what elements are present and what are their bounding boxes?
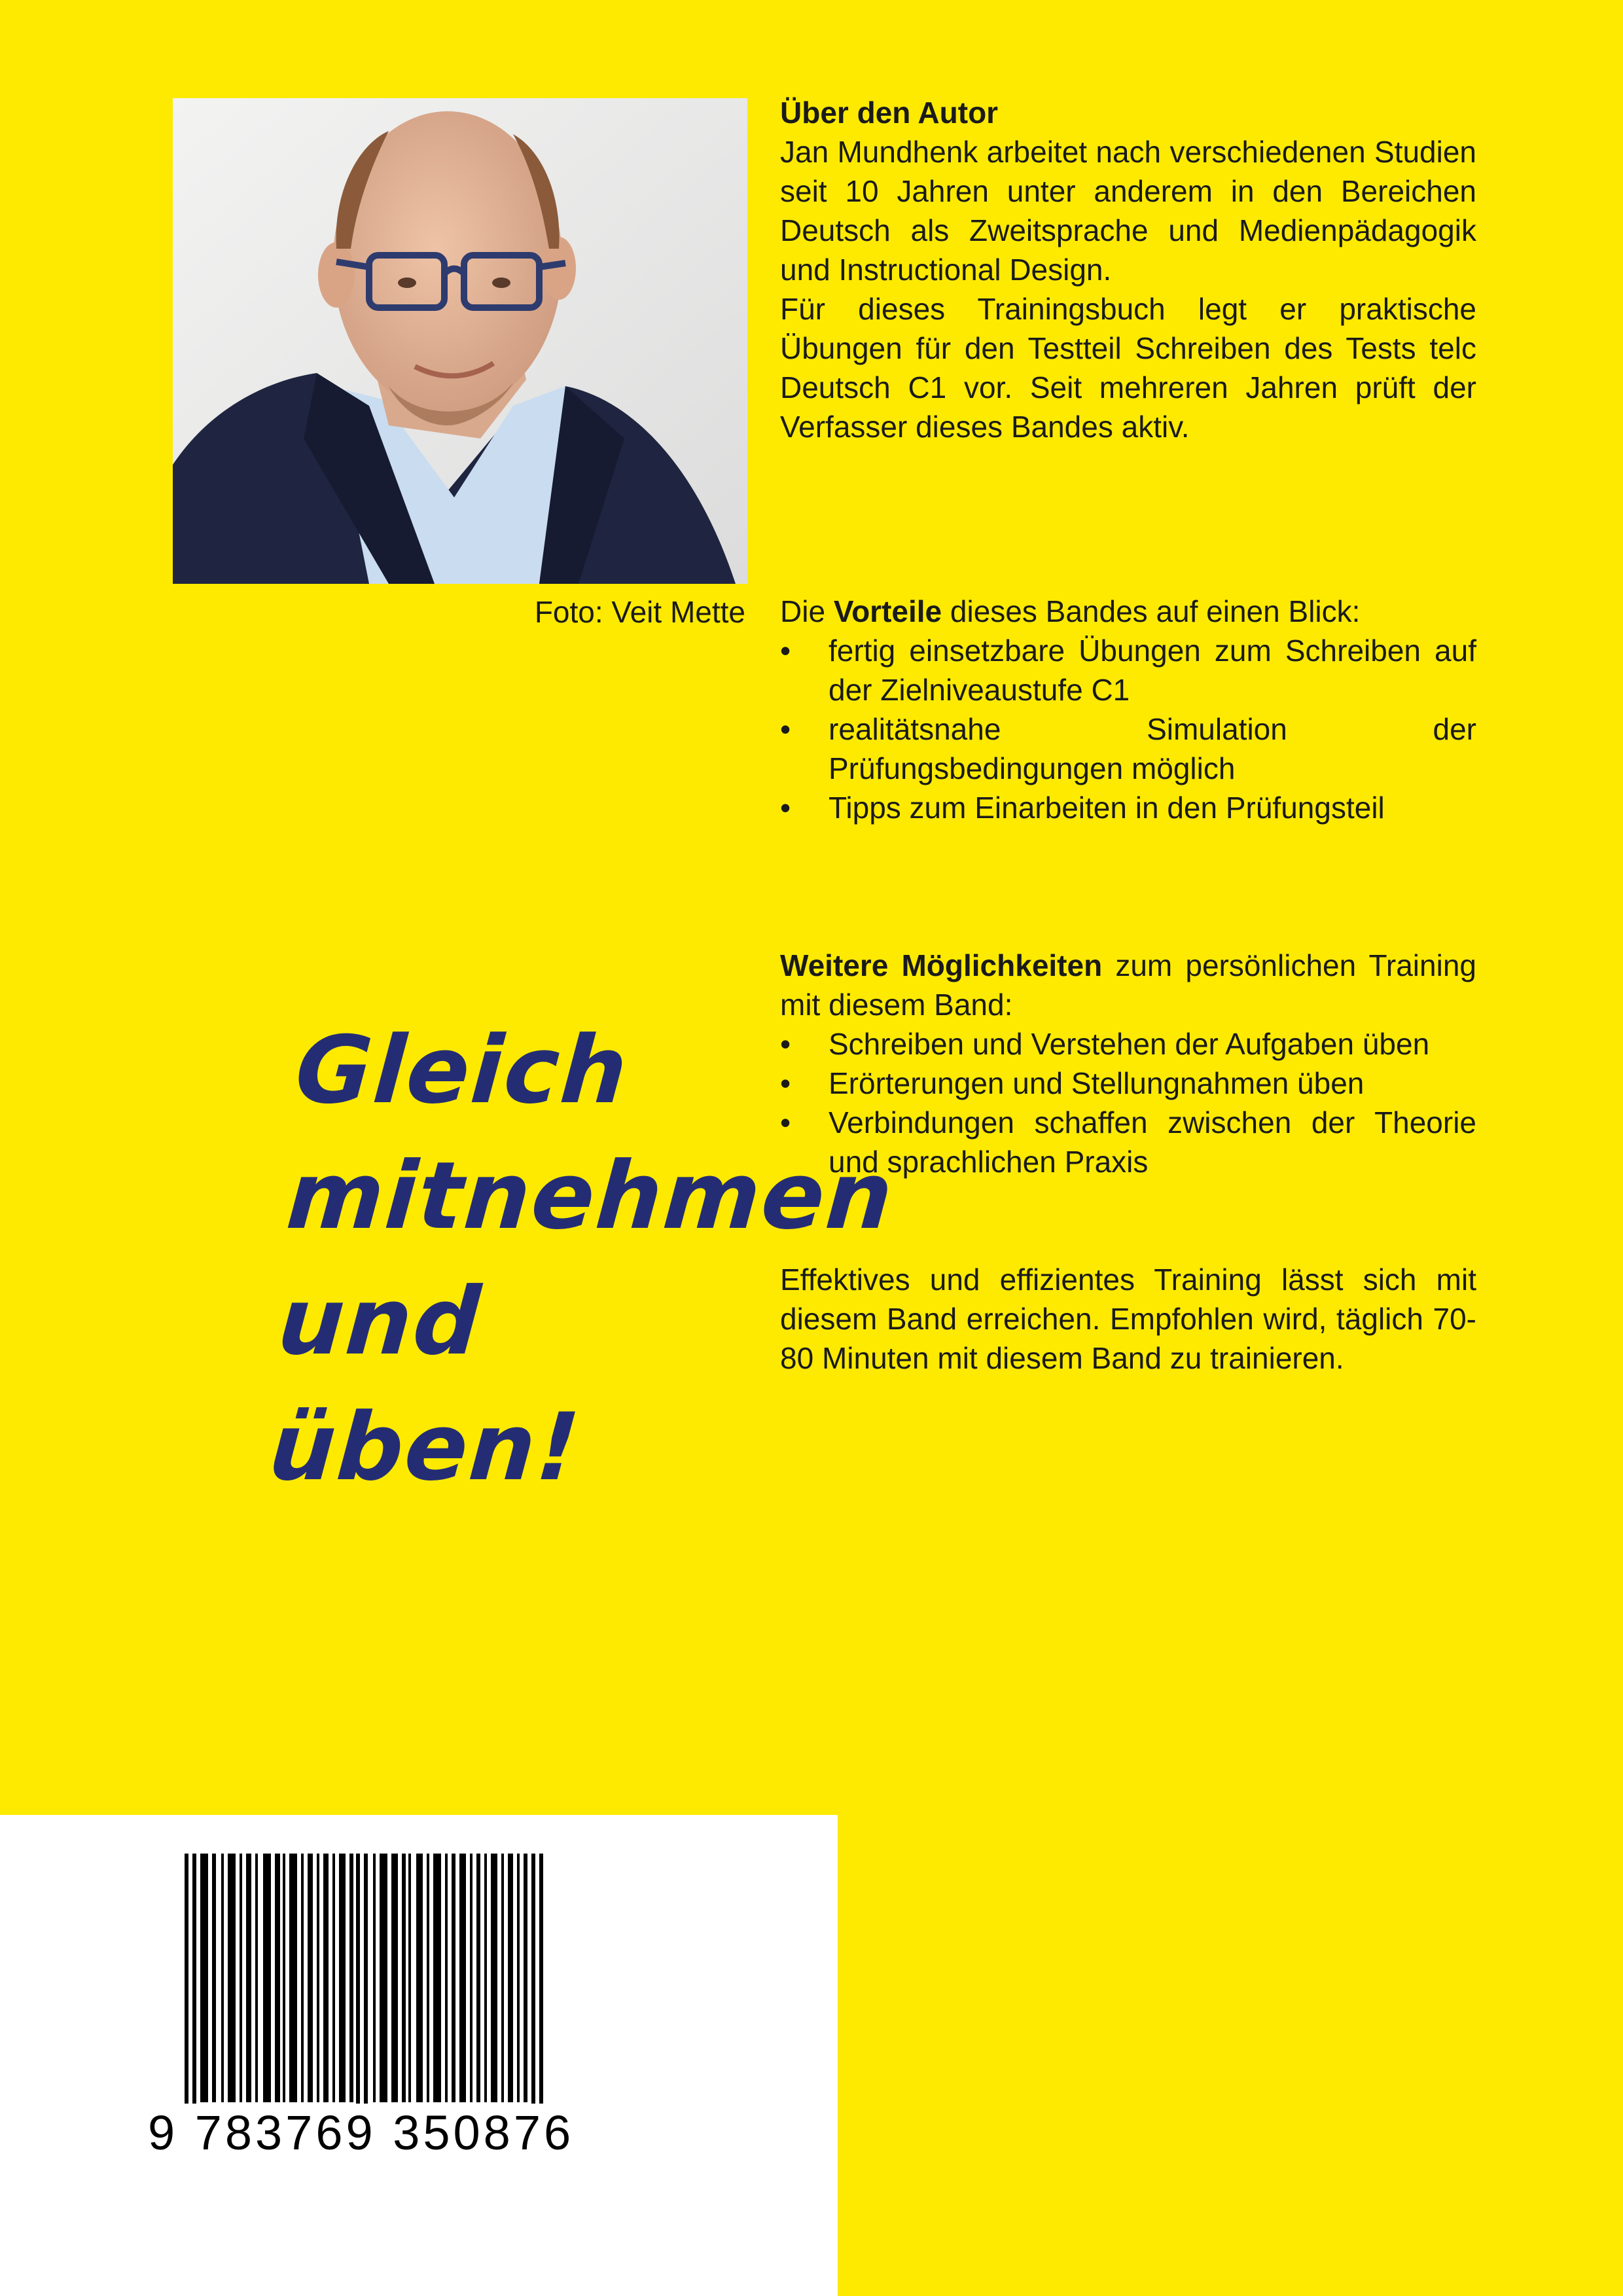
photo-caption: Foto: Veit Mette bbox=[534, 595, 745, 629]
more-options-item-text: Schreiben und Verstehen der Aufgaben üben bbox=[829, 1027, 1430, 1061]
advantages-intro bbox=[780, 592, 1476, 631]
ear-left bbox=[318, 242, 355, 308]
closing-text: Effektives und effizientes Training lässt sich mit diesem Band erreichen. Empfohlen wird, täglich 70-80 Minuten mit diesem Band zu trainieren. bbox=[780, 1263, 1476, 1375]
advantages-intro-bold: Vorteile bbox=[833, 594, 942, 628]
more-options-item-text: Verbindungen schaffen zwischen der Theorie und sprachlichen Praxis bbox=[829, 1105, 1476, 1179]
bullet-icon: • bbox=[780, 1105, 791, 1139]
more-options-intro-suffix: zum persönlichen Training mit diesem Band: bbox=[780, 948, 1476, 1022]
list-item bbox=[780, 1064, 1476, 1103]
bullet-icon: • bbox=[780, 1027, 791, 1061]
bullet-icon: • bbox=[780, 712, 791, 746]
slogan bbox=[265, 1008, 897, 1511]
list-item bbox=[780, 1024, 1476, 1064]
author-portrait-illustration bbox=[173, 98, 747, 584]
slogan-line-3: und üben! bbox=[266, 1268, 584, 1501]
barcode-bars bbox=[185, 1854, 543, 2142]
isbn-digits: 9 783769 350876 bbox=[145, 2104, 577, 2162]
advantages-item-text: fertig einsetzbare Übungen zum Schreiben auf der Zielniveaustufe C1 bbox=[829, 634, 1476, 707]
list-item bbox=[780, 709, 1476, 788]
more-options-intro bbox=[780, 946, 1476, 1024]
about-author-section bbox=[780, 93, 1476, 446]
slogan-line-2: mitnehmen bbox=[283, 1142, 897, 1250]
advantages-section bbox=[780, 592, 1476, 827]
about-author-paragraph-2: Für dieses Trainingsbuch legt er praktische Übungen für den Testteil Schreiben des Tests telc Deutsch C1 vor. Seit mehreren Jahren prüft der Verfasser dieses Bandes aktiv. bbox=[780, 292, 1476, 444]
bullet-icon: • bbox=[780, 634, 791, 668]
advantages-list bbox=[780, 631, 1476, 827]
advantages-intro-suffix: dieses Bandes auf einen Blick: bbox=[942, 594, 1361, 628]
about-author-heading: Über den Autor bbox=[780, 96, 999, 130]
about-author-paragraph-1: Jan Mundhenk arbeitet nach verschiedenen Studien seit 10 Jahren unter anderem in den Bereichen Deutsch als Zweitsprache und Medienpädagogik und Instructional Design. bbox=[780, 135, 1476, 287]
advantages-item-text: realitätsnahe Simulation der Prüfungsbedingungen möglich bbox=[829, 712, 1476, 785]
more-options-item-text: Erörterungen und Stellungnahmen üben bbox=[829, 1066, 1364, 1100]
list-item bbox=[780, 631, 1476, 709]
more-options-intro-bold: Weitere Möglichkeiten bbox=[780, 948, 1103, 982]
eye-right bbox=[492, 278, 510, 288]
eye-left bbox=[398, 278, 416, 288]
slogan-line-1: Gleich bbox=[292, 1016, 632, 1124]
barcode-icon bbox=[185, 1854, 558, 2142]
advantages-intro-prefix: Die bbox=[780, 594, 834, 628]
author-photo bbox=[173, 98, 747, 584]
closing-section bbox=[780, 1260, 1476, 1378]
bullet-icon: • bbox=[780, 791, 791, 825]
bullet-icon: • bbox=[780, 1066, 791, 1100]
list-item bbox=[780, 788, 1476, 827]
advantages-item-text: Tipps zum Einarbeiten in den Prüfungsteil bbox=[829, 791, 1385, 825]
